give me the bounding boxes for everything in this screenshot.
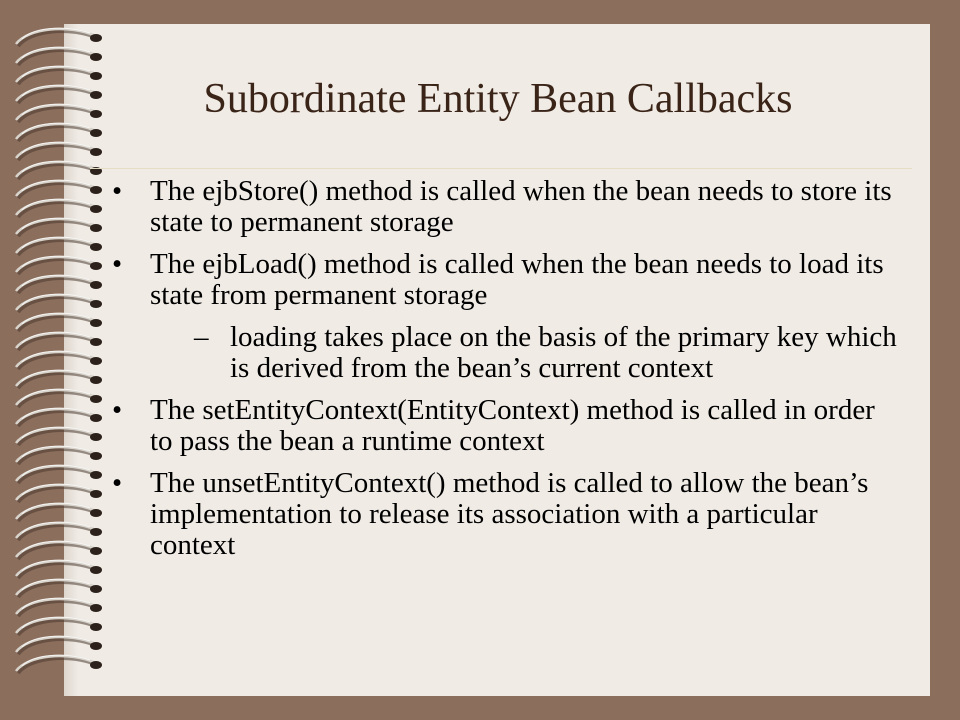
binding-coil [16, 427, 102, 445]
bullet-item [112, 468, 902, 561]
sub-bullet-text: loading takes place on the basis of the primary key which is derived from the bean’s current context [230, 321, 897, 384]
binding-coil [16, 275, 102, 293]
bullet-text: The ejbLoad() method is called when the bean needs to load its state from permanent storage [150, 248, 884, 311]
binding-coil [16, 237, 102, 255]
binding-coil [16, 503, 102, 521]
bullet-text: The setEntityContext(EntityContext) method is called in order to pass the bean a runtime context [150, 394, 875, 457]
binding-coil [16, 351, 102, 369]
title-divider [90, 168, 912, 169]
binding-coil [16, 180, 102, 198]
binding-coil [16, 446, 102, 464]
binding-coil [16, 579, 102, 597]
binding-coil [16, 332, 102, 350]
binding-coil [16, 218, 102, 236]
binding-coil [16, 294, 102, 312]
binding-coil [16, 370, 102, 388]
binding-coil [16, 313, 102, 331]
slide-title: Subordinate Entity Bean Callbacks [203, 76, 793, 122]
bullet-item [112, 249, 902, 384]
binding-coil [16, 484, 102, 502]
binding-coil [16, 256, 102, 274]
bullet-icon: • [112, 175, 123, 207]
binding-coil [16, 47, 102, 65]
binding-coil [16, 408, 102, 426]
binding-coil [16, 617, 102, 635]
binding-coil [16, 123, 102, 141]
sub-bullet-item [150, 322, 902, 384]
dash-icon: – [194, 321, 209, 353]
bullet-item [112, 395, 902, 457]
binding-coil [16, 541, 102, 559]
bullet-icon: • [112, 467, 123, 499]
bullet-icon: • [112, 248, 123, 280]
bullet-list [112, 176, 902, 572]
bullet-icon: • [112, 394, 123, 426]
binding-coil [16, 636, 102, 654]
binding-coil [16, 142, 102, 160]
binding-coil [16, 560, 102, 578]
binding-coil [16, 161, 102, 179]
bullet-text: The ejbStore() method is called when the bean needs to store its state to permanent storage [150, 175, 892, 238]
bullet-text: The unsetEntityContext() method is called to allow the bean’s implementation to release its association with a particular context [150, 467, 869, 561]
binding-coil [16, 655, 102, 673]
binding-coil [16, 465, 102, 483]
binding-coil [16, 389, 102, 407]
binding-coil [16, 522, 102, 540]
bullet-item [112, 176, 902, 238]
binding-coil [16, 28, 102, 46]
binding-coil [16, 598, 102, 616]
binding-coil [16, 199, 102, 217]
